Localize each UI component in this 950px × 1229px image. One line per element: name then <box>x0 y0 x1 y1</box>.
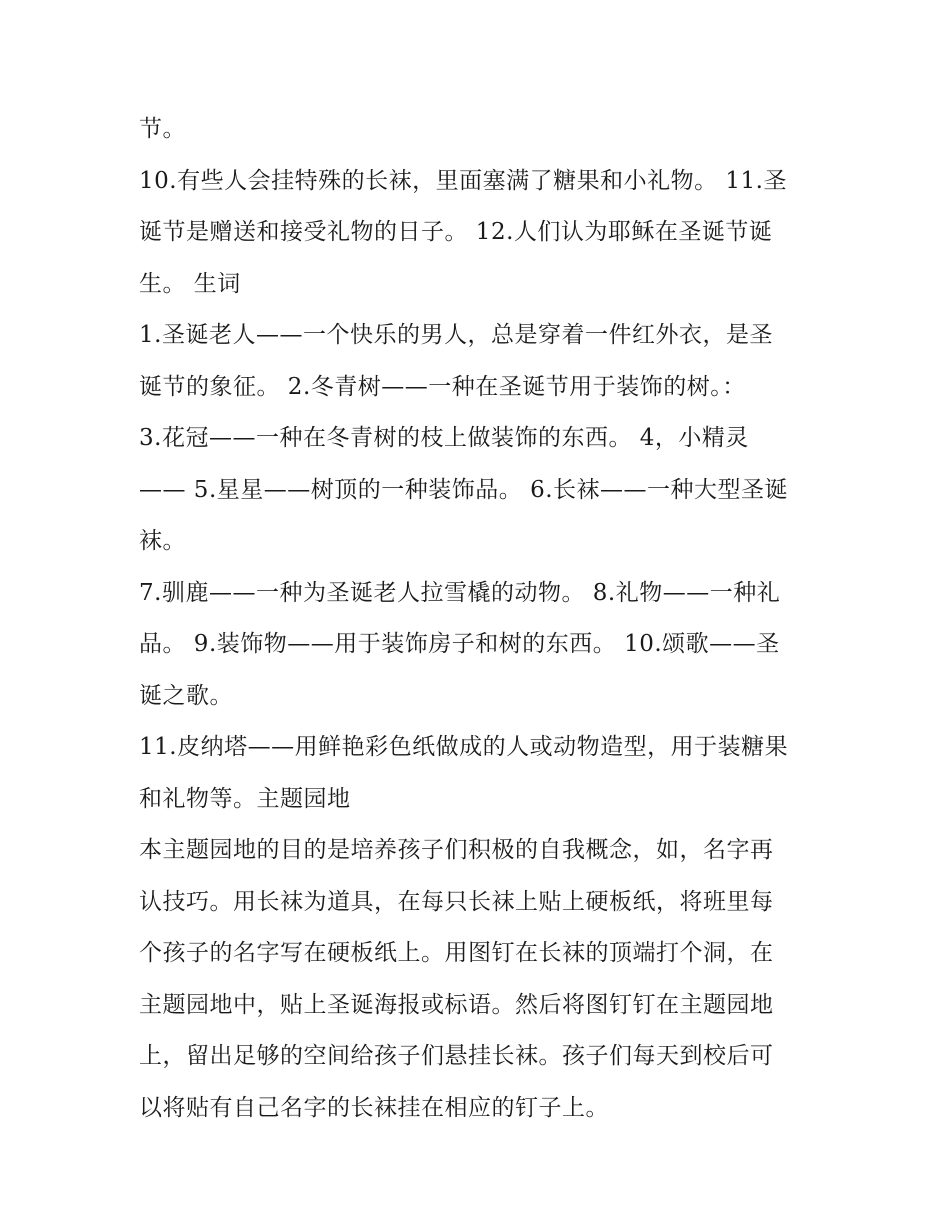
text-line: 诞节是赠送和接受礼物的日子。 12.人们认为耶稣在圣诞节诞 <box>139 219 773 245</box>
text-line: 节。 <box>139 116 186 142</box>
text-line: 品。 9.装饰物——用于装饰房子和树的东西。 10.颂歌——圣 <box>139 631 780 657</box>
text-line: 认技巧。用长袜为道具，在每只长袜上贴上硬板纸，将班里每 <box>139 888 774 915</box>
document-body <box>139 104 829 1134</box>
text-line: 个孩子的名字写在硬板纸上。用图钉在长袜的顶端打个洞，在 <box>139 940 774 966</box>
text-line: 上，留出足够的空间给孩子们悬挂长袜。孩子们每天到校后可 <box>139 1043 774 1069</box>
text-line: 11.皮纳塔——用鲜艳彩色纸做成的人或动物造型，用于装糖果 <box>139 734 789 760</box>
text-line: 袜。 <box>139 528 186 554</box>
text-line: —— 5.星星——树顶的一种装饰品。 6.长袜——一种大型圣诞 <box>139 476 789 503</box>
text-line: 主题园地中，贴上圣诞海报或标语。然后将图钉钉在主题园地 <box>139 991 774 1018</box>
text-line: 1.圣诞老人——一个快乐的男人，总是穿着一件红外衣，是圣 <box>139 322 773 348</box>
text-line: 诞之歌。 <box>139 682 233 709</box>
text-line: 诞节的象征。 2.冬青树——一种在圣诞节用于装饰的树。： <box>139 373 746 400</box>
text-line: 7.驯鹿——一种为圣诞老人拉雪橇的动物。 8.礼物——一种礼 <box>139 579 781 606</box>
text-line: 10.有些人会挂特殊的长袜，里面塞满了糖果和小礼物。 11.圣 <box>139 167 787 194</box>
text-line: 生。 生词 <box>139 270 241 297</box>
text-line: 3.花冠——一种在冬青树的枝上做装饰的东西。 4，小精灵 <box>139 425 749 451</box>
text-line: 本主题园地的目的是培养孩子们积极的自我概念，如，名字再 <box>139 837 774 863</box>
text-line: 以将贴有自己名字的长袜挂在相应的钉子上。 <box>139 1094 609 1121</box>
text-line: 和礼物等。主题园地 <box>139 785 351 812</box>
